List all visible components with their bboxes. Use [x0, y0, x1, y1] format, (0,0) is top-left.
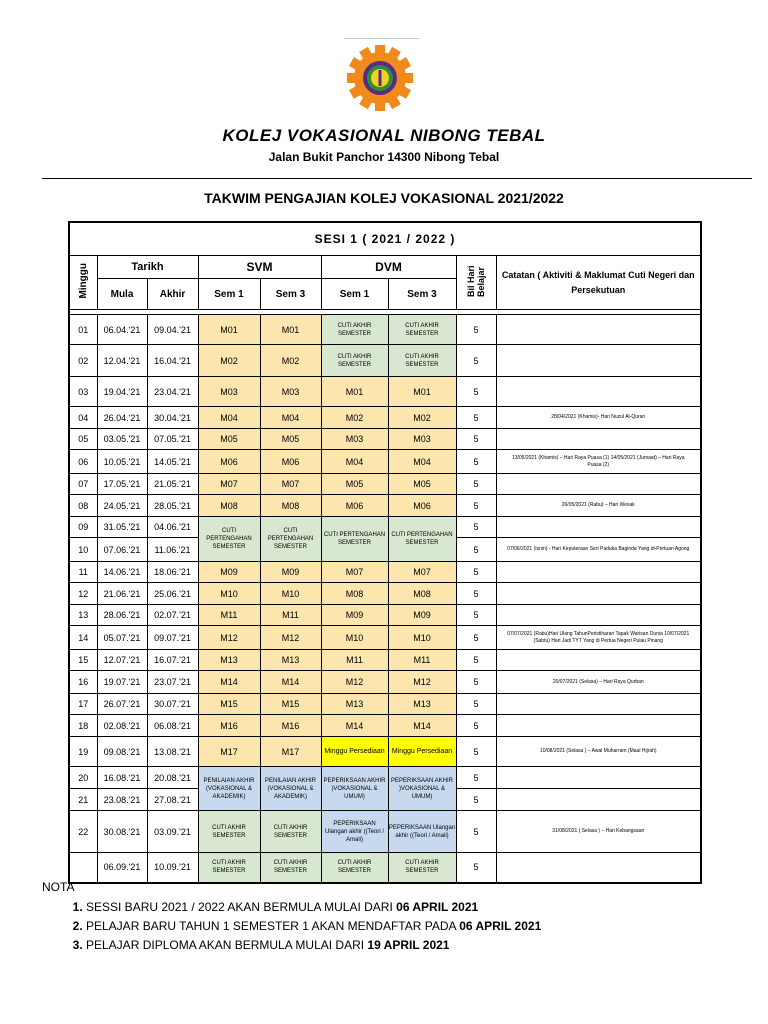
college-logo — [346, 44, 414, 112]
week-number: 07 — [69, 474, 97, 495]
week-number: 06 — [69, 450, 97, 474]
svm-sem1-cell: M10 — [198, 583, 260, 605]
dvm-sem1-cell: M11 — [321, 650, 388, 671]
bil-hari-cell: 5 — [456, 450, 496, 474]
svm-sem1-cell: M15 — [198, 694, 260, 715]
week-number: 12 — [69, 583, 97, 605]
catatan-cell — [496, 345, 701, 377]
header-akhir: Akhir — [147, 279, 198, 310]
catatan-cell — [496, 429, 701, 450]
end-date: 11.06.'21 — [147, 538, 198, 562]
start-date: 30.08.'21 — [97, 811, 147, 853]
svm-sem3-cell: CUTI AKHIR SEMESTER — [260, 811, 321, 853]
table-row — [69, 345, 701, 377]
table-row — [69, 495, 701, 517]
bil-hari-cell: 5 — [456, 583, 496, 605]
table-row — [69, 650, 701, 671]
table-row — [69, 429, 701, 450]
start-date: 19.04.'21 — [97, 377, 147, 407]
week-number — [69, 853, 97, 883]
end-date: 09.07.'21 — [147, 626, 198, 650]
bil-hari-cell: 5 — [456, 605, 496, 626]
catatan-cell — [496, 605, 701, 626]
svm-sem3-cell: M01 — [260, 315, 321, 345]
start-date: 26.04.'21 — [97, 407, 147, 429]
svm-sem1-cell: M07 — [198, 474, 260, 495]
table-row — [69, 626, 701, 650]
svm-sem3-cell: M17 — [260, 737, 321, 767]
catatan-cell — [496, 789, 701, 811]
dvm-sem1-cell: M03 — [321, 429, 388, 450]
svm-sem1-cell: M12 — [198, 626, 260, 650]
week-number: 09 — [69, 517, 97, 538]
catatan-cell — [496, 377, 701, 407]
svm-sem3-cell: M12 — [260, 626, 321, 650]
week-number: 02 — [69, 345, 97, 377]
header-mula: Mula — [97, 279, 147, 310]
dvm-sem1-cell: M12 — [321, 671, 388, 694]
bil-hari-cell: 5 — [456, 495, 496, 517]
week-number: 20 — [69, 767, 97, 789]
bil-hari-cell: 5 — [456, 650, 496, 671]
start-date: 09.08.'21 — [97, 737, 147, 767]
dvm-sem1-cell: M07 — [321, 562, 388, 583]
svm-sem1-cell: CUTI AKHIR SEMESTER — [198, 853, 260, 883]
catatan-cell: 13/05/2021 (Khamis) – Hari Raya Puasa (1) 14/05/2021 (Jumaat) – Hari Raya Puasa (2) — [496, 450, 701, 474]
nota-item — [86, 898, 541, 917]
catatan-cell — [496, 315, 701, 345]
dvm-sem3-cell: CUTI AKHIR SEMESTER — [388, 315, 456, 345]
svm-sem1-cell: M13 — [198, 650, 260, 671]
start-date: 31.05.'21 — [97, 517, 147, 538]
dvm-sem3-cell: M04 — [388, 450, 456, 474]
nota-title: NOTA — [42, 880, 75, 894]
week-number: 16 — [69, 671, 97, 694]
catatan-cell: 20/07/2021 (Selasa) – Hari Raya Qurban — [496, 671, 701, 694]
svm-sem3-final-assessment: PENILAIAN AKHIR (VOKASIONAL & AKADEMIK) — [260, 767, 321, 811]
header-dvm-sem3: Sem 3 — [388, 279, 456, 310]
week-number: 10 — [69, 538, 97, 562]
bil-hari-cell: 5 — [456, 538, 496, 562]
nota-item-date: 06 APRIL 2021 — [396, 900, 479, 914]
end-date: 18.06.'21 — [147, 562, 198, 583]
table-row — [69, 407, 701, 429]
dvm-sem1-cell: CUTI AKHIR SEMESTER — [321, 345, 388, 377]
bil-hari-cell: 5 — [456, 474, 496, 495]
college-address: Jalan Bukit Panchor 14300 Nibong Tebal — [268, 150, 500, 164]
academic-calendar-table — [68, 221, 702, 884]
start-date: 06.04.'21 — [97, 315, 147, 345]
week-number: 01 — [69, 315, 97, 345]
header-svm: SVM — [198, 256, 321, 279]
svm-sem3-cell: M05 — [260, 429, 321, 450]
dvm-sem1-cell: M13 — [321, 694, 388, 715]
svm-sem3-cell: M13 — [260, 650, 321, 671]
svm-sem3-cell: CUTI AKHIR SEMESTER — [260, 853, 321, 883]
dvm-sem1-cell: M05 — [321, 474, 388, 495]
dvm-sem3-cell: M12 — [388, 671, 456, 694]
week-number: 22 — [69, 811, 97, 853]
header-dvm-sem1: Sem 1 — [321, 279, 388, 310]
dvm-sem3-cell: M09 — [388, 605, 456, 626]
table-row — [69, 715, 701, 737]
svm-sem3-cell: M07 — [260, 474, 321, 495]
catatan-cell — [496, 694, 701, 715]
start-date: 02.08.'21 — [97, 715, 147, 737]
svm-sem1-final-assessment: PENILAIAN AKHIR (VOKASIONAL & AKADEMIK) — [198, 767, 260, 811]
bil-hari-cell: 5 — [456, 345, 496, 377]
svm-sem1-cell: M16 — [198, 715, 260, 737]
dvm-sem1-cell: M02 — [321, 407, 388, 429]
table-row — [69, 671, 701, 694]
dvm-sem3-cell: M14 — [388, 715, 456, 737]
catatan-cell — [496, 474, 701, 495]
bil-hari-cell: 5 — [456, 517, 496, 538]
header-catatan: Catatan ( Aktiviti & Maklumat Cuti Negeri dan Persekutuan — [496, 256, 701, 310]
catatan-cell — [496, 767, 701, 789]
dvm-sem3-final-exam: PEPERIKSAAN AKHIR )VOKASIONAL & UMUM) — [388, 767, 456, 811]
start-date: 21.06.'21 — [97, 583, 147, 605]
end-date: 16.04.'21 — [147, 345, 198, 377]
bil-hari-cell: 5 — [456, 377, 496, 407]
svm-sem3-midterm-break: CUTI PERTENGAHAN SEMESTER — [260, 517, 321, 562]
nota-item-text: PELAJAR BARU TAHUN 1 SEMESTER 1 AKAN MENDAFTAR PADA — [86, 919, 460, 933]
bil-hari-cell: 5 — [456, 737, 496, 767]
end-date: 06.08.'21 — [147, 715, 198, 737]
dvm-sem1-cell: M14 — [321, 715, 388, 737]
dvm-sem3-cell: Minggu Persediaan — [388, 737, 456, 767]
svm-sem3-cell: M14 — [260, 671, 321, 694]
table-row — [69, 315, 701, 345]
header-tarikh: Tarikh — [97, 256, 198, 279]
week-number: 17 — [69, 694, 97, 715]
table-row — [69, 605, 701, 626]
bil-hari-cell: 5 — [456, 626, 496, 650]
start-date: 16.08.'21 — [97, 767, 147, 789]
svm-sem1-cell: M05 — [198, 429, 260, 450]
svm-sem1-cell: M14 — [198, 671, 260, 694]
table-row — [69, 767, 701, 789]
nota-item-date: 19 APRIL 2021 — [367, 938, 450, 952]
table-row — [69, 811, 701, 853]
nota-list — [66, 898, 541, 955]
start-date: 12.04.'21 — [97, 345, 147, 377]
start-date: 10.05.'21 — [97, 450, 147, 474]
document-title: TAKWIM PENGAJIAN KOLEJ VOKASIONAL 2021/2022 — [204, 190, 564, 206]
week-number: 18 — [69, 715, 97, 737]
end-date: 10.09.'21 — [147, 853, 198, 883]
table-row — [69, 450, 701, 474]
catatan-cell — [496, 517, 701, 538]
start-date: 12.07.'21 — [97, 650, 147, 671]
week-number: 03 — [69, 377, 97, 407]
dvm-sem1-cell: CUTI AKHIR SEMESTER — [321, 853, 388, 883]
dvm-sem1-cell: M10 — [321, 626, 388, 650]
week-number: 15 — [69, 650, 97, 671]
week-number: 13 — [69, 605, 97, 626]
dvm-sem3-cell: M01 — [388, 377, 456, 407]
end-date: 13.08.'21 — [147, 737, 198, 767]
header-divider — [42, 178, 752, 179]
header-svm-sem3: Sem 3 — [260, 279, 321, 310]
table-row — [69, 377, 701, 407]
header-minggu: Minggu — [69, 256, 97, 310]
nota-item — [86, 936, 541, 955]
end-date: 20.08.'21 — [147, 767, 198, 789]
dvm-sem1-cell: M01 — [321, 377, 388, 407]
week-number: 04 — [69, 407, 97, 429]
bil-hari-cell: 5 — [456, 407, 496, 429]
catatan-cell: 07/06/2021 (Isnin) - Hari Keputeraan Seri Paduka Baginda Yang di-Pertuan Agong — [496, 538, 701, 562]
end-date: 25.06.'21 — [147, 583, 198, 605]
end-date: 28.05.'21 — [147, 495, 198, 517]
college-name: KOLEJ VOKASIONAL NIBONG TEBAL — [222, 126, 546, 145]
catatan-cell: 10/08/2021 (Selasa ) – Awal Muharram (Maal Hijrah) — [496, 737, 701, 767]
end-date: 03.09.'21 — [147, 811, 198, 853]
svm-sem3-cell: M02 — [260, 345, 321, 377]
nota-item — [86, 917, 541, 936]
dvm-sem3-cell: CUTI AKHIR SEMESTER — [388, 853, 456, 883]
bil-hari-cell: 5 — [456, 315, 496, 345]
svm-sem1-cell: M11 — [198, 605, 260, 626]
start-date: 05.07.'21 — [97, 626, 147, 650]
end-date: 04.06.'21 — [147, 517, 198, 538]
dvm-sem3-cell: M07 — [388, 562, 456, 583]
catatan-cell: 26/05/2021 (Rabu) – Hari Wesak — [496, 495, 701, 517]
dvm-sem3-cell: M13 — [388, 694, 456, 715]
bil-hari-cell: 5 — [456, 789, 496, 811]
catatan-cell — [496, 853, 701, 883]
dvm-sem3-cell: M08 — [388, 583, 456, 605]
svm-sem1-cell: M09 — [198, 562, 260, 583]
week-number: 21 — [69, 789, 97, 811]
start-date: 23.08.'21 — [97, 789, 147, 811]
dvm-sem3-cell: M11 — [388, 650, 456, 671]
svm-sem3-cell: M06 — [260, 450, 321, 474]
svm-sem3-cell: M04 — [260, 407, 321, 429]
svm-sem1-cell: CUTI AKHIR SEMESTER — [198, 811, 260, 853]
start-date: 14.06.'21 — [97, 562, 147, 583]
nota-item-text: PELAJAR DIPLOMA AKAN BERMULA MULAI DARI — [86, 938, 368, 952]
end-date: 30.04.'21 — [147, 407, 198, 429]
end-date: 27.08.'21 — [147, 789, 198, 811]
header-svm-sem1: Sem 1 — [198, 279, 260, 310]
dvm-sem1-midterm-break: CUTI PERTENGAHAN SEMESTER — [321, 517, 388, 562]
session-title: SESI 1 ( 2021 / 2022 ) — [69, 222, 701, 256]
dvm-sem1-cell: CUTI AKHIR SEMESTER — [321, 315, 388, 345]
week-number: 14 — [69, 626, 97, 650]
end-date: 23.04.'21 — [147, 377, 198, 407]
dvm-sem3-cell: M02 — [388, 407, 456, 429]
dvm-sem1-cell: M06 — [321, 495, 388, 517]
catatan-cell — [496, 583, 701, 605]
end-date: 30.07.'21 — [147, 694, 198, 715]
svm-sem3-cell: M16 — [260, 715, 321, 737]
catatan-cell — [496, 562, 701, 583]
start-date: 07.06.'21 — [97, 538, 147, 562]
dvm-sem3-midterm-break: CUTI PERTENGAHAN SEMESTER — [388, 517, 456, 562]
end-date: 16.07.'21 — [147, 650, 198, 671]
svm-sem3-cell: M03 — [260, 377, 321, 407]
svm-sem3-cell: M09 — [260, 562, 321, 583]
start-date: 24.05.'21 — [97, 495, 147, 517]
catatan-cell: 07/07/2021 (Rabu)Hari Ulang TahunPeristiharan Tapak Warisan Dunia 10/07/2021 (Sabtu) Hari Jadi TYT Yang di Pertua Negeri Pulau Pinang — [496, 626, 701, 650]
dvm-sem3-cell: M10 — [388, 626, 456, 650]
svm-sem1-cell: M04 — [198, 407, 260, 429]
svm-sem1-cell: M06 — [198, 450, 260, 474]
bil-hari-cell: 5 — [456, 671, 496, 694]
start-date: 06.09.'21 — [97, 853, 147, 883]
dvm-sem1-cell: M04 — [321, 450, 388, 474]
svm-sem1-cell: M17 — [198, 737, 260, 767]
end-date: 23.07.'21 — [147, 671, 198, 694]
dvm-sem1-cell: PEPERIKSAAN Ulangan akhir ((Teori / Amali) — [321, 811, 388, 853]
week-number: 08 — [69, 495, 97, 517]
bil-hari-cell: 5 — [456, 853, 496, 883]
top-divider — [344, 38, 420, 39]
start-date: 19.07.'21 — [97, 671, 147, 694]
svm-sem1-cell: M01 — [198, 315, 260, 345]
svm-sem3-cell: M11 — [260, 605, 321, 626]
svm-sem1-cell: M02 — [198, 345, 260, 377]
week-number: 05 — [69, 429, 97, 450]
bil-hari-cell: 5 — [456, 715, 496, 737]
catatan-cell — [496, 715, 701, 737]
header-dvm: DVM — [321, 256, 456, 279]
dvm-sem3-cell: PEPERIKSAAN Ulangan akhir ((Teori / Amali) — [388, 811, 456, 853]
svm-sem1-cell: M08 — [198, 495, 260, 517]
dvm-sem1-cell: Minggu Persediaan — [321, 737, 388, 767]
bil-hari-cell: 5 — [456, 562, 496, 583]
dvm-sem1-cell: M09 — [321, 605, 388, 626]
catatan-cell: 31/08/2021 ( Selasa ) – Hari Kebangsaan — [496, 811, 701, 853]
svm-sem3-cell: M10 — [260, 583, 321, 605]
svm-sem1-midterm-break: CUTI PERTENGAHAN SEMESTER — [198, 517, 260, 562]
svm-sem3-cell: M15 — [260, 694, 321, 715]
table-row — [69, 583, 701, 605]
start-date: 17.05.'21 — [97, 474, 147, 495]
svm-sem1-cell: M03 — [198, 377, 260, 407]
table-row — [69, 694, 701, 715]
table-row — [69, 853, 701, 883]
dvm-sem1-cell: M08 — [321, 583, 388, 605]
table-row — [69, 737, 701, 767]
catatan-cell: 28/04/2021 (Khamis)- Hari Nuzul Al-Quran — [496, 407, 701, 429]
dvm-sem3-cell: M03 — [388, 429, 456, 450]
catatan-cell — [496, 650, 701, 671]
header-bil-hari: Bil Hari Belajar — [456, 256, 496, 310]
table-row — [69, 474, 701, 495]
bil-hari-cell: 5 — [456, 767, 496, 789]
week-number: 11 — [69, 562, 97, 583]
bil-hari-cell: 5 — [456, 429, 496, 450]
start-date: 26.07.'21 — [97, 694, 147, 715]
end-date: 07.05.'21 — [147, 429, 198, 450]
end-date: 14.05.'21 — [147, 450, 198, 474]
end-date: 21.05.'21 — [147, 474, 198, 495]
table-row — [69, 517, 701, 538]
week-number: 19 — [69, 737, 97, 767]
svm-sem3-cell: M08 — [260, 495, 321, 517]
start-date: 03.05.'21 — [97, 429, 147, 450]
bil-hari-cell: 5 — [456, 811, 496, 853]
bil-hari-cell: 5 — [456, 694, 496, 715]
table-row — [69, 562, 701, 583]
start-date: 28.06.'21 — [97, 605, 147, 626]
nota-item-date: 06 APRIL 2021 — [459, 919, 542, 933]
dvm-sem3-cell: M06 — [388, 495, 456, 517]
dvm-sem3-cell: M05 — [388, 474, 456, 495]
dvm-sem3-cell: CUTI AKHIR SEMESTER — [388, 345, 456, 377]
end-date: 09.04.'21 — [147, 315, 198, 345]
nota-item-text: SESSI BARU 2021 / 2022 AKAN BERMULA MULAI DARI — [86, 900, 397, 914]
dvm-sem1-final-exam: PEPERIKSAAN AKHIR )VOKASIONAL & UMUM) — [321, 767, 388, 811]
end-date: 02.07.'21 — [147, 605, 198, 626]
